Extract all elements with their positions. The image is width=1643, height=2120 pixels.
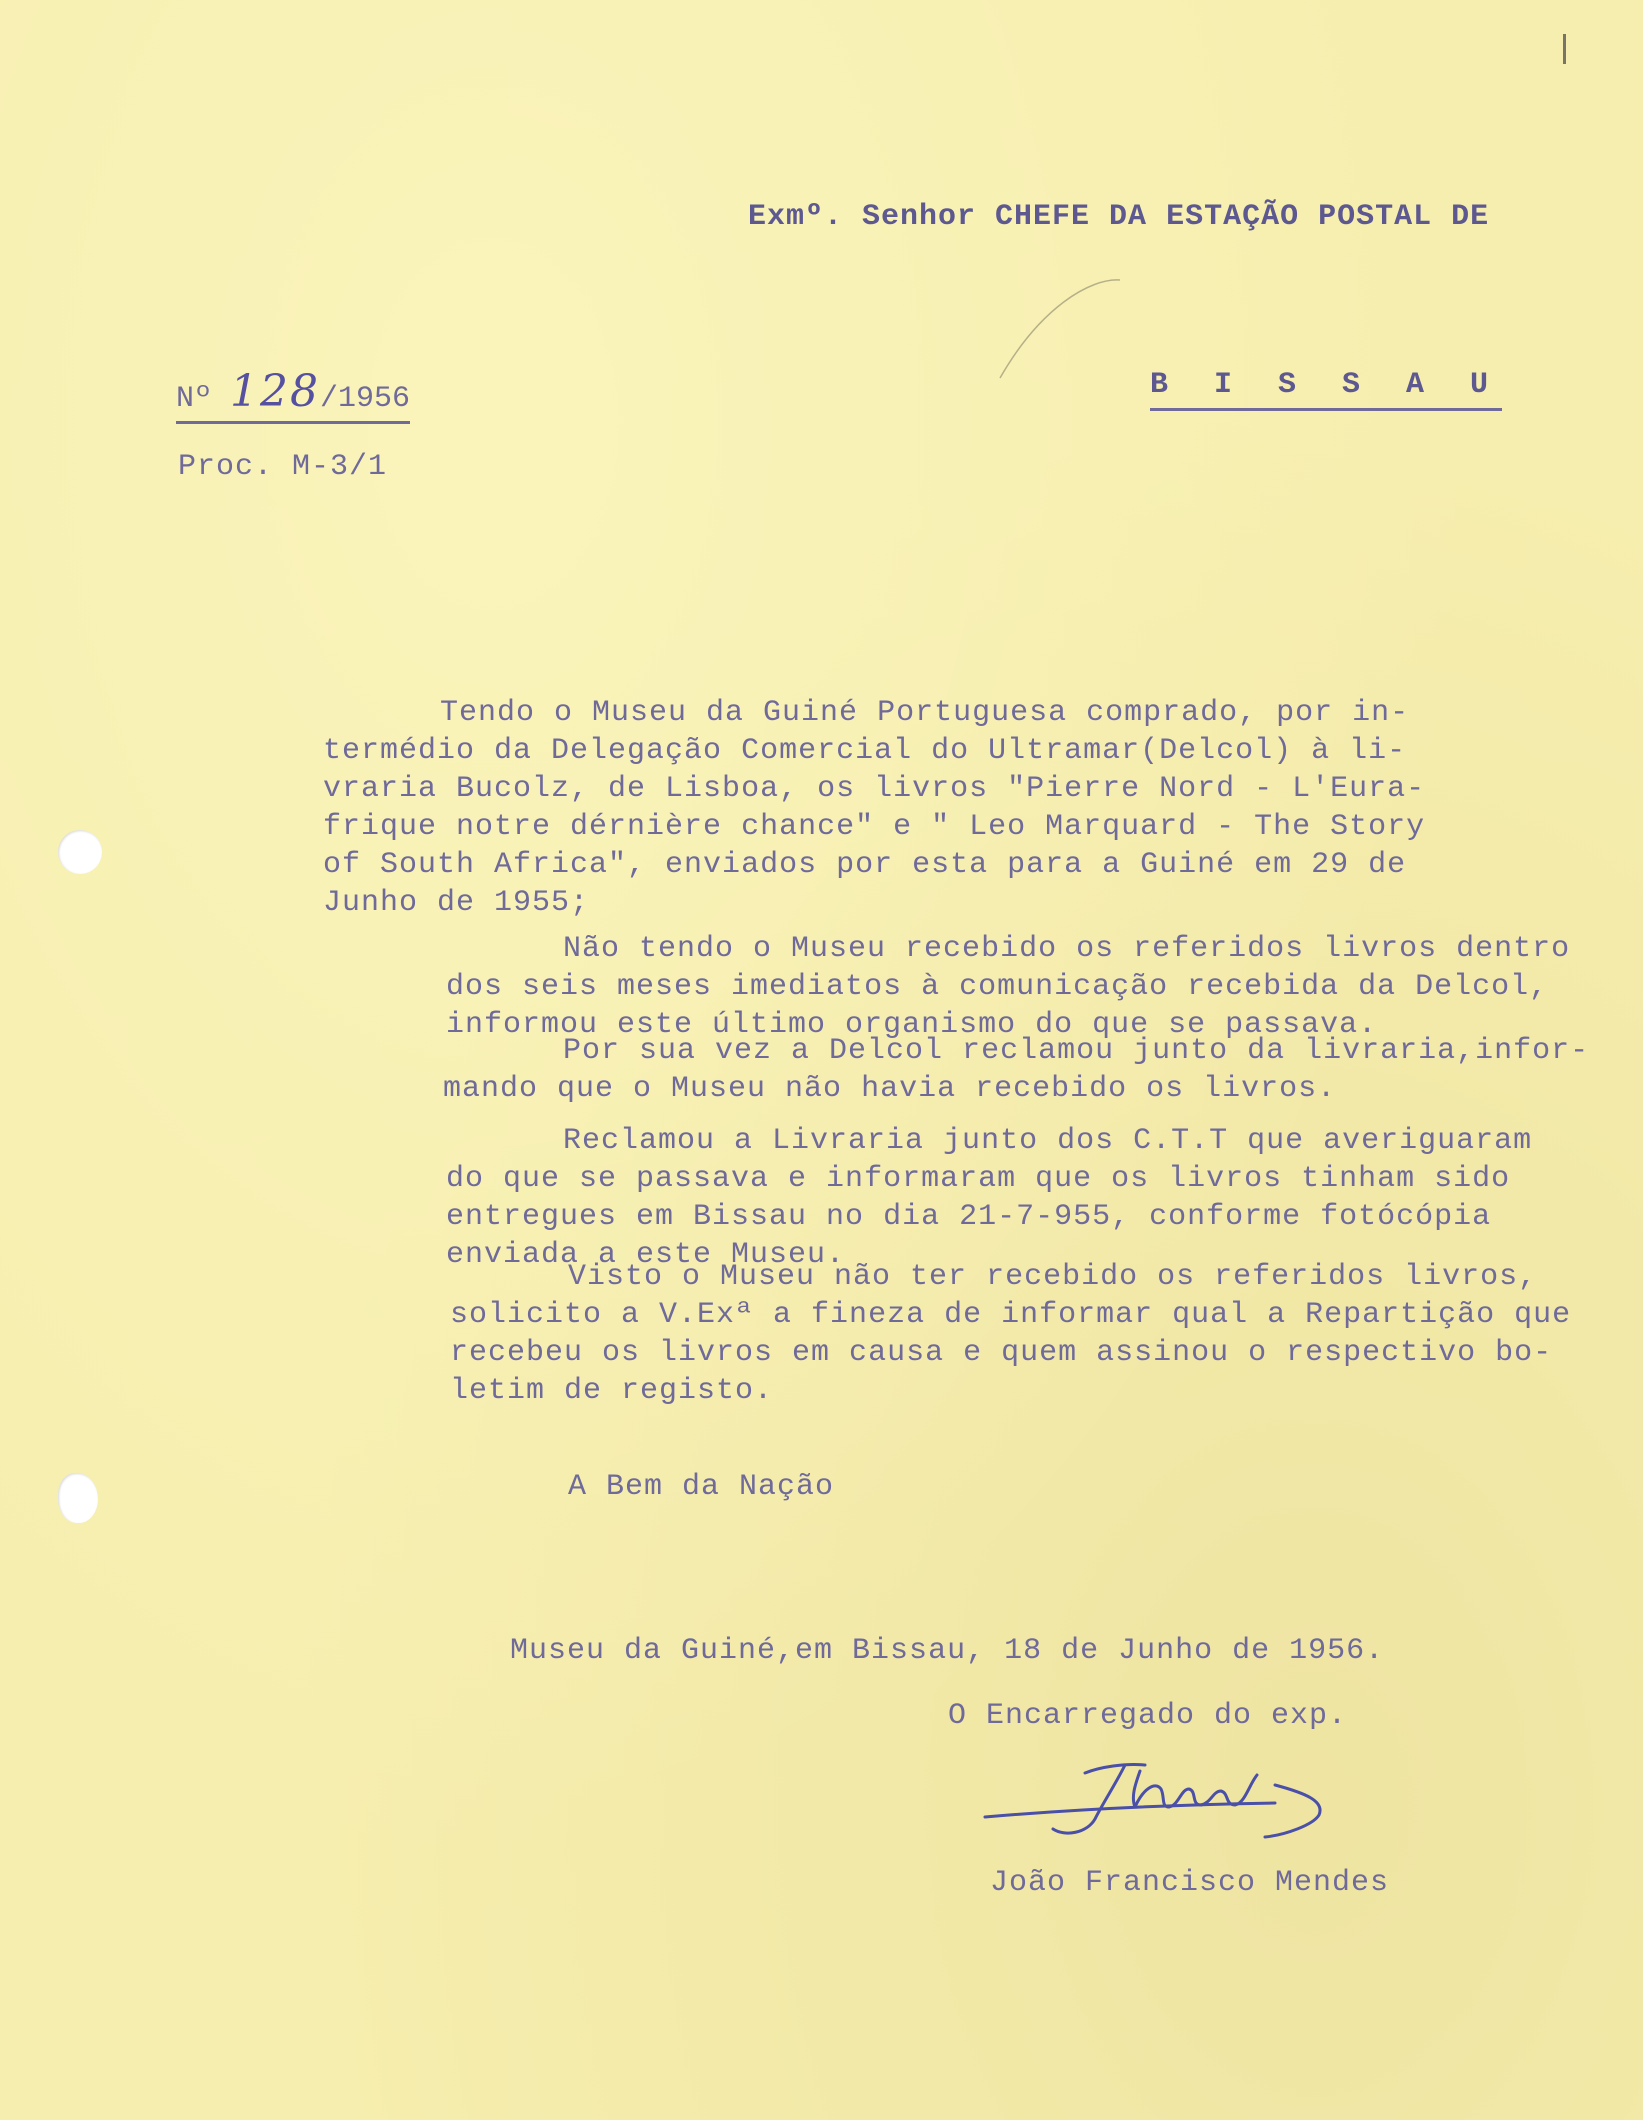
paragraph-line: Visto o Museu não ter recebido os referidos livros, [568, 1260, 1538, 1294]
edge-mark [1563, 34, 1566, 64]
paragraph-delcol-complaint [443, 1032, 1643, 1108]
paragraph-not-received [446, 930, 1643, 1044]
paragraph-ctt-inquiry [446, 1122, 1643, 1274]
paragraph-line: of South Africa", enviados por esta para a Guiné em 29 de [323, 848, 1407, 882]
paragraph-line: Junho de 1955; [323, 886, 590, 920]
number-prefix: Nº [176, 382, 231, 416]
paragraph-line: frique notre dérnière chance" e " Leo Marquard - The Story [323, 810, 1426, 844]
paragraph-line: letim de registo. [450, 1374, 774, 1408]
paragraph-line: Tendo o Museu da Guiné Portuguesa comprado, por in- [440, 696, 1410, 730]
addressee-line: Exmº. Senhor CHEFE DA ESTAÇÃO POSTAL DE [748, 200, 1490, 234]
paragraph-line: Reclamou a Livraria junto dos C.T.T que averiguaram [563, 1124, 1533, 1158]
document-number [176, 366, 411, 424]
handwritten-signature [975, 1745, 1365, 1855]
paragraph-line: dos seis meses imediatos à comunicação recebida da Delcol, [446, 970, 1549, 1004]
paragraph-line: mando que o Museu não havia recebido os livros. [443, 1072, 1337, 1106]
paragraph-line: recebeu os livros em causa e quem assinou o respectivo bo- [450, 1336, 1553, 1370]
paragraph-line: Por sua vez a Delcol reclamou junto da livraria,infor- [563, 1034, 1590, 1068]
paragraph-line: Não tendo o Museu recebido os referidos livros dentro [563, 932, 1571, 966]
paragraph-line: vraria Bucolz, de Lisboa, os livros "Pierre Nord - L'Eura- [323, 772, 1426, 806]
process-reference: Proc. M-3/1 [178, 450, 388, 484]
paragraph-line: do que se passava e informaram que os livros tinham sido [446, 1162, 1511, 1196]
paragraph-line: termédio da Delegação Comercial do Ultramar(Delcol) à li- [323, 734, 1407, 768]
punch-hole [58, 830, 102, 874]
place-and-date: Museu da Guiné,em Bissau, 18 de Junho de 1956. [510, 1634, 1385, 1668]
paragraph-line: entregues em Bissau no dia 21-7-955, conforme fotócópia [446, 1200, 1492, 1234]
paragraph-line: informou este último organismo do que se passava. [446, 1008, 1378, 1042]
punch-hole [58, 1473, 98, 1523]
paragraph-line: solicito a V.Exª a fineza de informar qual a Repartição que [450, 1298, 1572, 1332]
signer-role: O Encarregado do exp. [948, 1699, 1348, 1733]
addressee-city: B I S S A U [1150, 366, 1502, 411]
paragraph-purchase [323, 694, 1590, 922]
paragraph-request [450, 1258, 1643, 1410]
signer-name: João Francisco Mendes [990, 1866, 1390, 1900]
number-handwritten: 128 [230, 366, 320, 417]
paragraph-line: enviada a este Museu. [446, 1238, 846, 1272]
closing-salutation: A Bem da Nação [568, 1470, 835, 1504]
number-year: /1956 [320, 382, 411, 416]
